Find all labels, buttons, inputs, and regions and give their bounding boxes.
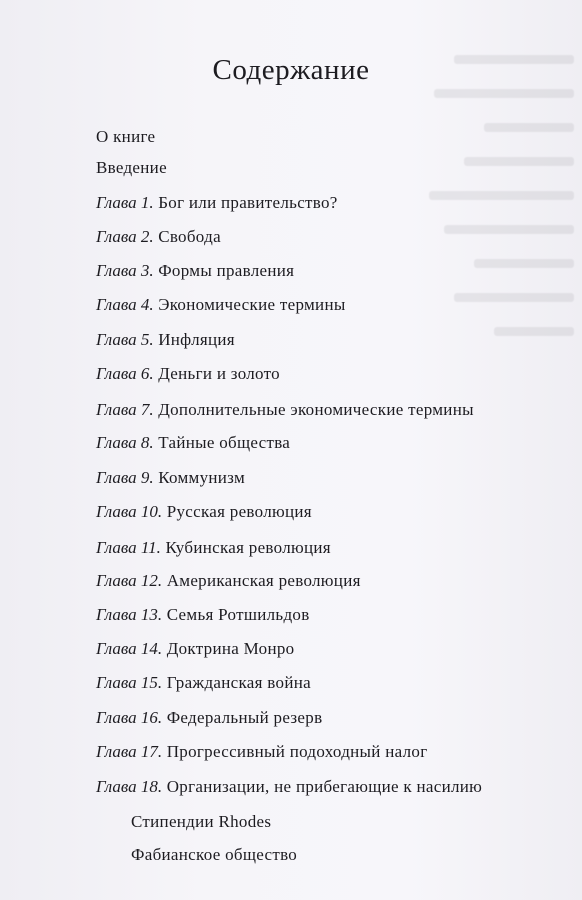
chapter-name: Федеральный резерв [162, 708, 323, 727]
toc-entry-title [96, 395, 474, 425]
chapter-label: Глава 11. [96, 538, 161, 557]
chapter-label: Глава 18. [96, 777, 163, 796]
chapter-label: Глава 8. [96, 433, 154, 452]
toc-entry-title [96, 359, 280, 389]
toc-entry-title [96, 188, 338, 218]
toc-entry-title [96, 463, 245, 493]
toc-entry-title [96, 256, 294, 286]
chapter-name: Инфляция [153, 330, 235, 349]
chapter-label: Глава 9. [96, 468, 154, 487]
toc-entry-title [96, 566, 361, 596]
chapter-label: Глава 10. [96, 502, 163, 521]
chapter-name: Дополнительные экономические термины [153, 400, 474, 419]
chapter-name: Кубинская революция [160, 538, 331, 557]
chapter-label: Глава 4. [96, 295, 154, 314]
toc-entry-title [96, 222, 221, 252]
toc-entry-title [96, 737, 427, 767]
chapter-name: Американская революция [162, 571, 361, 590]
chapter-label: Глава 3. [96, 261, 154, 280]
toc-entry-title [96, 497, 312, 527]
chapter-name: Формы правления [153, 261, 295, 280]
toc-entry-title [96, 634, 294, 664]
toc-entry-title: Введение [96, 158, 167, 177]
page-title: Содержание [212, 54, 370, 86]
toc-entry-title [96, 325, 235, 355]
chapter-label: Глава 17. [96, 742, 163, 761]
chapter-label: Глава 7. [96, 400, 154, 419]
chapter-label: Глава 15. [96, 673, 163, 692]
toc-subentry-title: Фабианское общество [131, 845, 298, 864]
toc-entry-title [96, 772, 482, 802]
toc-entry-title [96, 668, 311, 698]
chapter-name: Организации, не прибегающие к насилию [162, 777, 483, 796]
chapter-name: Тайные общества [153, 433, 291, 452]
chapter-label: Глава 5. [96, 330, 154, 349]
chapter-label: Глава 2. [96, 227, 154, 246]
toc-subentry-title: Стипендии Rhodes [131, 812, 272, 831]
chapter-label: Глава 13. [96, 605, 163, 624]
toc-entry-title [96, 703, 322, 733]
chapter-label: Глава 6. [96, 364, 154, 383]
chapter-name: Семья Ротшильдов [162, 605, 310, 624]
toc-entry-title [96, 428, 290, 458]
chapter-name: Свобода [153, 227, 221, 246]
chapter-name: Коммунизм [153, 468, 246, 487]
toc-entry-title [96, 533, 331, 563]
chapter-label: Глава 12. [96, 571, 163, 590]
chapter-label: Глава 1. [96, 193, 154, 212]
chapter-name: Прогрессивный подоходный налог [162, 742, 428, 761]
show-through-text [424, 55, 574, 855]
chapter-name: Экономические термины [153, 295, 346, 314]
toc-entry-title [96, 600, 310, 630]
toc-entry-title: О книге [96, 127, 156, 146]
chapter-name: Гражданская война [162, 673, 311, 692]
toc-entry-title [96, 290, 346, 320]
chapter-name: Деньги и золото [153, 364, 280, 383]
chapter-name: Доктрина Монро [162, 639, 295, 658]
chapter-label: Глава 16. [96, 708, 163, 727]
chapter-label: Глава 14. [96, 639, 163, 658]
chapter-name: Русская революция [162, 502, 312, 521]
chapter-name: Бог или правительство? [153, 193, 338, 212]
